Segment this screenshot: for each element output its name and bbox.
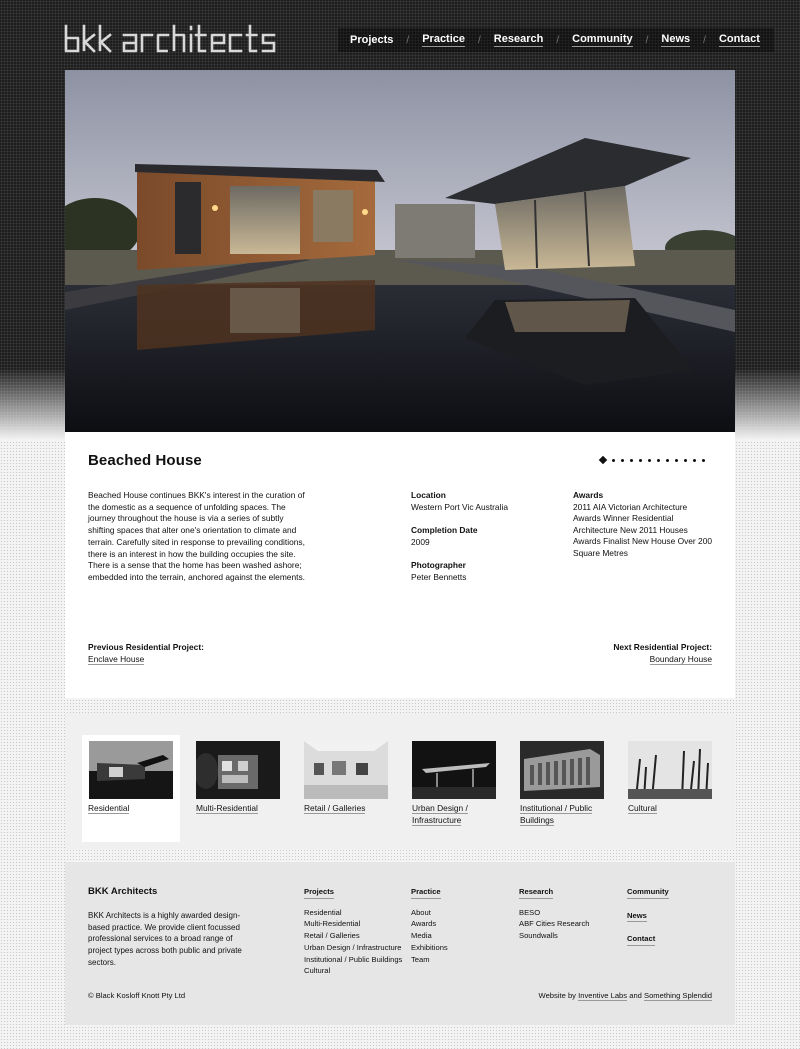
nav-separator: /	[703, 34, 706, 46]
pager-dot[interactable]	[621, 459, 624, 462]
footer-link[interactable]: About	[411, 907, 431, 917]
pager-dot[interactable]	[648, 459, 651, 462]
category-label: Urban Design / Infrastructure	[412, 803, 468, 825]
footer-link[interactable]: Multi-Residential	[304, 919, 361, 929]
footer-link[interactable]: Institutional / Public Buildings	[304, 954, 403, 964]
next-project	[613, 641, 712, 665]
nav-community[interactable]: Community	[572, 33, 633, 45]
category-label: Residential	[88, 803, 130, 813]
footer-link[interactable]: Urban Design / Infrastructure	[304, 942, 402, 952]
urban-design-thumb[interactable]	[412, 741, 496, 799]
footer-research-heading[interactable]: Research	[519, 886, 553, 899]
project-awards	[573, 490, 713, 560]
footer-practice	[411, 886, 448, 965]
category-label: Institutional / Public Buildings	[520, 803, 593, 825]
footer-misc	[627, 886, 669, 951]
footer-link[interactable]: Soundwalls	[519, 931, 558, 941]
credit-prefix: Website by	[538, 991, 576, 1000]
footer-link[interactable]: Team	[411, 954, 430, 964]
footer-community-heading[interactable]: Community	[627, 886, 669, 899]
copyright: © Black Kosloff Knott Pty Ltd	[88, 991, 186, 1000]
main-nav	[338, 28, 774, 52]
next-project-link[interactable]: Boundary House	[649, 654, 712, 664]
photographer-label: Photographer	[411, 560, 466, 571]
next-project-label: Next Residential Project:	[613, 642, 712, 652]
footer-description: BKK Architects is a highly awarded design-based practice. We provide client focussed professional services to a broad range of project types across both public and private sectors.	[88, 911, 242, 967]
site-credit	[539, 991, 712, 1000]
completion-value: 2009	[411, 536, 430, 547]
multi-residential-thumb[interactable]	[196, 741, 280, 799]
institutional-thumb[interactable]	[520, 741, 604, 799]
photographer-value: Peter Bennetts	[411, 571, 467, 582]
hero-image	[65, 70, 735, 432]
footer-link[interactable]: Retail / Galleries	[304, 931, 360, 941]
awards-value: 2011 AIA Victorian Architecture Awards Winner Residential Architecture New 2011 Houses Awards Finalist New House Over 200 Square Metres	[573, 501, 713, 558]
awards-label: Awards	[573, 490, 604, 500]
footer-link[interactable]: Awards	[411, 919, 437, 929]
footer-link[interactable]: ABF Cities Research	[519, 919, 590, 929]
pager-dot[interactable]	[702, 459, 705, 462]
project-title: Beached House	[88, 452, 202, 469]
nav-projects[interactable]: Projects	[350, 33, 394, 46]
previous-project	[88, 641, 204, 665]
pager-dot[interactable]	[666, 459, 669, 462]
footer-news-heading[interactable]: News	[627, 910, 647, 923]
retail-galleries-thumb[interactable]	[304, 741, 388, 799]
category-residential[interactable]	[82, 735, 180, 842]
credit-and: and	[629, 991, 642, 1000]
category-label: Retail / Galleries	[304, 803, 366, 813]
gallery-pager	[600, 457, 705, 463]
category-strip	[65, 713, 735, 849]
nav-separator: /	[645, 34, 649, 46]
footer-title: BKK Architects	[88, 886, 158, 897]
nav-research[interactable]: Research	[493, 33, 544, 45]
credit-link-inventive-labs[interactable]: Inventive Labs	[578, 991, 628, 1000]
footer-link[interactable]: Residential	[304, 907, 342, 917]
location-label: Location	[411, 490, 446, 500]
pager-dot[interactable]	[675, 459, 678, 462]
nav-practice[interactable]: Practice	[422, 33, 466, 45]
pager-dot[interactable]	[684, 459, 687, 462]
project-card	[65, 432, 735, 698]
category-label: Cultural	[628, 803, 657, 813]
footer-link[interactable]: Media	[411, 931, 432, 941]
pager-dot[interactable]	[693, 459, 696, 462]
credit-link-something-splendid[interactable]: Something Splendid	[644, 991, 712, 1000]
nav-contact[interactable]: Contact	[718, 33, 760, 45]
footer-link[interactable]: Exhibitions	[411, 942, 448, 952]
logo[interactable]	[64, 24, 298, 54]
previous-project-label: Previous Residential Project:	[88, 642, 204, 652]
location-value: Western Port Vic Australia	[411, 501, 508, 512]
cultural-thumb[interactable]	[628, 741, 712, 799]
nav-separator: /	[556, 34, 560, 46]
pager-dot[interactable]	[657, 459, 660, 462]
completion-label: Completion Date	[411, 525, 478, 536]
pager-dot[interactable]	[630, 459, 633, 462]
category-label: Multi-Residential	[196, 803, 258, 813]
footer-projects-heading[interactable]: Projects	[304, 886, 334, 899]
pager-current-indicator[interactable]	[599, 456, 607, 464]
pager-dot[interactable]	[612, 459, 615, 462]
footer-projects	[304, 886, 402, 977]
nav-separator: /	[478, 34, 481, 46]
footer-link[interactable]: Cultural	[304, 966, 331, 976]
footer	[65, 862, 735, 1025]
footer-research	[519, 886, 589, 942]
nav-news[interactable]: News	[661, 33, 691, 45]
residential-thumb[interactable]	[89, 741, 173, 799]
pager-dot[interactable]	[639, 459, 642, 462]
footer-practice-heading[interactable]: Practice	[411, 886, 441, 899]
project-meta	[411, 490, 551, 584]
footer-link[interactable]: BESO	[519, 907, 541, 917]
nav-separator: /	[406, 34, 410, 46]
previous-project-link[interactable]: Enclave House	[88, 654, 145, 664]
project-description: Beached House continues BKK's interest in the curation of the domestic as a sequence of unfolding spaces. The journey throughout the house is via a series of subtly shifting spaces that alter one's orientation to climate and terrain. Carefully sited in response to prevailing conditions, there is an interest in how the building occupies the site. There is a sense that the home has been washed ashore; embedded into the terrain, anchored against the elements.	[88, 490, 305, 582]
footer-contact-heading[interactable]: Contact	[627, 933, 655, 946]
